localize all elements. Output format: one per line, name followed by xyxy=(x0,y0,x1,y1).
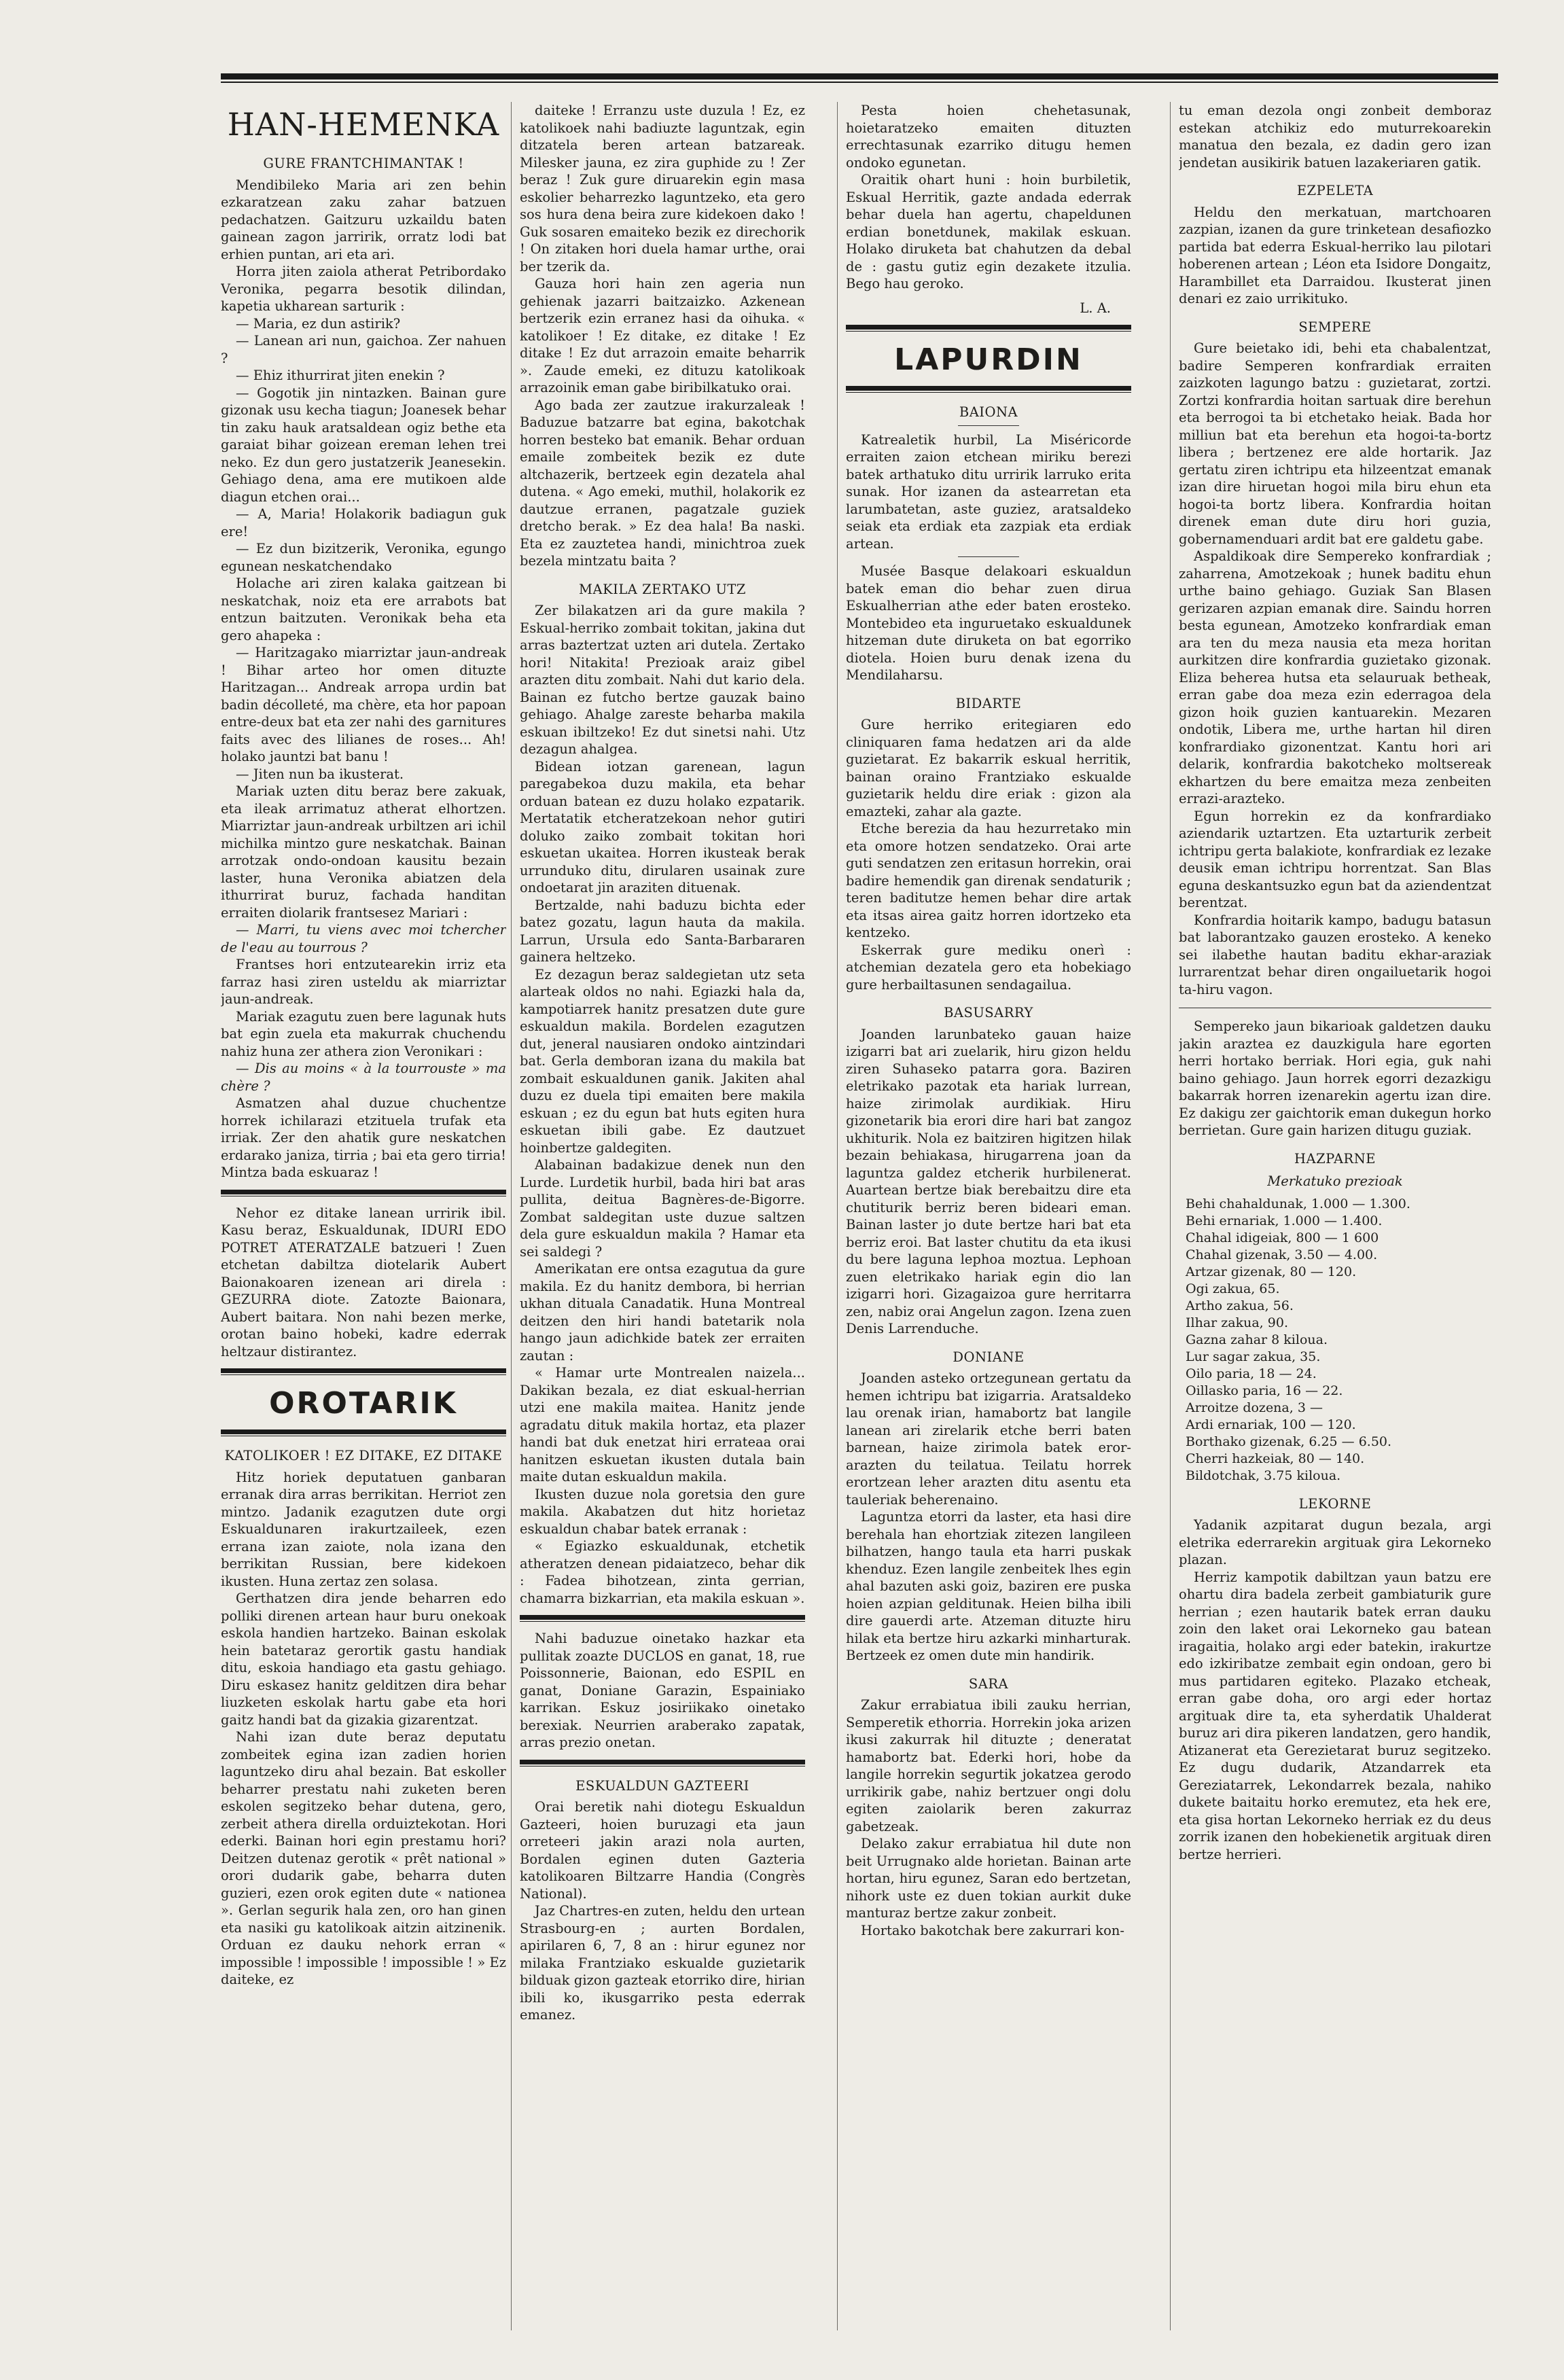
paragraph: Joanden asteko ortzegunean gertatu da hemen ichtripu bat izigarria. Aratsaldeko lau orenak irian, hamabortz bat langile lanean ari zirelarik etche berri baten barnean, haize zirimola batek eror-arazten du teilatua. Teilatu horrek erortzean leher arazten ditu asentu eta tauleriak beherenaino. xyxy=(846,1370,1131,1508)
price-item: Oillasko paria, 16 — 22. xyxy=(1186,1383,1343,1398)
paragraph: Gure beietako idi, behi eta chabalentzat, badire Semperen konfrardiak erraiten zaizkoten lagungo batzu : guzietarat, zortzi. Zortzi konfrardia hoitan sartuak dire berehun eta berrogoi ta bi etchetako heiak. Bada hor milliun bat eta berehun eta hogoi-ta-bortz libera ; bertzenez ere alde hortarik. Jaz gertatu ziren ichtripu eta hilzeentzat emanak izan dire hiruetan hogoi mila biru ehun eta hogoi-ta bortz libera. Konfrardia hoitan direnek eman dute diru hori guzia, gobernamenduari ardit bat ere galdetu gabe. xyxy=(1179,340,1491,547)
price-item: Lur sagar zakua, 35. xyxy=(1186,1349,1321,1364)
section-title-lapurdin: LAPURDIN xyxy=(894,342,1083,377)
section-rule xyxy=(520,1615,805,1622)
paragraph: Hitz horiek deputatuen ganbaran erranak dira arras berrikitan. Herriot zen mintzo. Jadanik ezagutzen dute orgi Eskualdunaren irakurtzaileek, ezen errana izan zaiote, nola izana den berrikitan Russian, bere kidekoen ikusten. Huna zertaz zen solasa. xyxy=(221,1469,506,1589)
price-list-heading: Merkatuko prezioak xyxy=(1267,1173,1403,1189)
paragraph: Mariak ezagutu zuen bere lagunak huts bat egin zuela eta makurrak chuchendu nahiz huna zer athera zion Veronikari : xyxy=(221,1008,506,1059)
paragraph: — Maria, ez dun astirik? xyxy=(236,315,401,332)
paragraph: daiteke ! Erranzu uste duzula ! Ez, ez katolikoek nahi badiuzte laguntzak, egin ditzatela beren artean batzareak. Milesker jauna, ez zira guphide zu ! Zer beraz ! Zuk gure diruarekin egin masa eskolier beharrezko laguntzeko, eta gero sos hura dena beira zure kidekoen dako ! Guk sosaren emaiteko bezik ez direchorik ! On zitaken hori duela hamar urthe, orai ber tzerik da. xyxy=(520,103,805,274)
paragraph: — Ehiz ithurrirat jiten enekin ? xyxy=(236,368,445,383)
paragraph: Gauza hori hain zen ageria nun gehienak jazarri baitzaizko. Azkenean bertzerik ezin erranez hasi da oihuka. « katolikoer ! Ez ditake, ez ditake ! Ez ditake ! Ez dut arrazoin emaite beharrik ». Zaude emeki, ez dituzu katolikoak arrazoinik eman gabe biribilkatuko orai. xyxy=(520,276,805,395)
paragraph: Musée Basque delakoari eskualdun batek eman dio behar zuen dirua Eskualherrian athe eder baten erosteko. Montebideo eta inguruetako eskualdunek hitzeman dute diruketa on bat egorriko diotela. Hoien buru denak izena du Mendilaharsu. xyxy=(846,563,1131,683)
section-rule xyxy=(520,1760,805,1766)
paragraph: Ez dezagun beraz saldegietan utz seta alarteak oldos no nahi. Egiazki hala da, kampotiarrek hanitz presatzen dute gure eskualdun makila. Bordelen ezagutzen dut, jeneral nausiaren ondoko aintzindari bat. Gerla demboran izana du makila bat zombait eskualdunen ganik. Jakiten ahal duzu ez duela tipi emaiten bere makila eskuan ; ez du egun bat huts egiten hura eskuetan ibili gabe. Ez dautzuet hoinbertze galdegiten. xyxy=(520,966,805,1156)
paragraph: Frantses hori entzutearekin irriz eta farraz hasi ziren usteldu ak miarriztar jaun-andreak. xyxy=(221,957,506,1007)
paragraph: Alabainan badakizue denek nun den Lurde. Lurdetik hurbil, bada hiri bat aras pullita, deitua Bagnères-de-Bigorre. Zombat saldegitan uste duzue saltzen dela gure eskualdun makila ? Hamar eta sei saldegi ? xyxy=(520,1157,805,1260)
article-heading: SARA xyxy=(968,1675,1009,1692)
section-title-orotarik: OROTARIK xyxy=(269,1386,458,1421)
paragraph: Jaz Chartres-en zuten, heldu den urtean Strasbourg-en ; aurten Bordalen, apirilaren 6, 7, 8 an : hirur egunez nor milaka Frantziako eskualde guzietarik bilduak gizon gazteak etorriko dire, hirian ibili ko, ikusgarriko pesta ederrak emanez. xyxy=(520,1903,805,2023)
paragraph: Pesta hoien chehetasunak, hoietaratzeko emaiten dituzten errechtasunak ezarriko ditugu hemen ondoko egunetan. xyxy=(846,103,1131,171)
section-rule xyxy=(846,325,1131,332)
paragraph: — Lanean ari nun, gaichoa. Zer nahuen ? xyxy=(221,333,506,366)
price-list xyxy=(1179,1196,1491,1485)
paragraph: Bidean iotzan garenean, lagun paregabekoa duzu makila, eta behar orduan batean ez duzu holako ezpatarik. Mertatatik etcheratzekoan nehor gutiri doluko zaiko zombait tokitan hori eskuetan ukaitea. Horren ikusteak berak urrunduko ditu, dirularen usainak zure ondoetarat jin araziten dituenak. xyxy=(520,758,805,895)
column-2 xyxy=(520,102,805,2344)
article-heading: BIDARTE xyxy=(955,695,1022,711)
paragraph: — Dis au moins « à la tourrouste » ma chère ? xyxy=(221,1061,506,1094)
column-separator xyxy=(511,102,512,2330)
paragraph: Zer bilakatzen ari da gure makila ? Eskual-herriko zombait tokitan, jakina dut arras baztertzat uzten ari dutela. Zertako hori! Nitakita! Prezioak araiz gibel arazten ditu zombait. Nahi dut kario dela. Bainan ez futcho bertze gauzak baino gehiago. Ahalge zareste beharba makila eskuan ibiltzeko! Ez dut sinetsi nahi. Utz dezagun ahalgea. xyxy=(520,603,805,757)
price-item: Artho zakua, 56. xyxy=(1186,1298,1294,1313)
paragraph: Sempereko jaun bikarioak galdetzen dauku jakin araztea ez dauzkigula hare egorten herri hortako berriak. Hori egia, guk nahi baino gehiago. Jaun horrek egorri dezazkigu bakarrak horren izenarekin agertu izan dire. Ez dakigu zer gaichtorik eman dukegun horko berrietan. Gure gain harizen ditugu guziak. xyxy=(1179,1018,1491,1138)
paragraph: Oraitik ohart huni : hoin burbiletik, Eskual Herritik, gazte andada ederrak behar duela han agertu, chapeldunen erdian bonetdunek, makilak eskuan. Holako diruketa bat chahutzen da debal de : gastu gutiz egin dezakete itzulia. Bego hau geroko. xyxy=(846,172,1131,291)
paragraph: Asmatzen ahal duzue chuchentze horrek ichilarazi etzituela trufak eta irriak. Zer den ahatik gure neskatchen erdarako janiza, tirria ; bai eta gero tirria! Mintza bada eskuaraz ! xyxy=(221,1095,506,1180)
article-heading: DONIANE xyxy=(953,1349,1025,1365)
paragraph: Katrealetik hurbil, La Miséricorde erraiten zaion etchean miriku berezi batek arthatuko ditu urririk larruko erita sunak. Hor izanen da astearretan eta larumbatetan, aste guziez, aratsaldeko seiak eta erdiak eta zazpiak eta erdiak artean. xyxy=(846,431,1131,552)
paragraph: Herriz kampotik dabiltzan yaun batzu ere ohartu dira badela zerbeit gambiaturik gure herrian ; ezen hautarik batek erran dauku zoin den laket orai Lekorneko gau batean iragaitia, holako argi eder batekin, irakurtze edo izkiribatze zembait egin ondoan, gero bi mus partidaren egiteko. Plazako etcheak, erran gabe doha, oro argi eder hortaz argituak dire ta, eta syherdatik Uhalderat buruz ari dira pikeren landatzen, gero handik, Atizanerat eta Gerezietarat buruz segitzeko. Ez dugu dudarik, Atzandarrek eta Gereziatarrek, Lekondarrek bezala, nahiko dukete baitaitu horko eremutez, eta hek ere, eta gisa hortan Lekorneko herriak ez du deus zorrik izanen den hobekienetik argituak diren bertze herrieri. xyxy=(1179,1569,1491,1862)
paragraph: Egun horrekin ez da konfrardiako aziendarik uztartzen. Eta uztarturik zerbeit ichtripu gerta balakiote, konfrardiak ez lezake deusik eman ichtripu horrentzat. San Blas eguna deskantsuzko egun bat da aziendentzat berentzat. xyxy=(1179,808,1491,910)
article-heading: MAKILA ZERTAKO UTZ xyxy=(579,581,746,597)
paragraph: — Marri, tu viens avec moi tchercher de l'eau au tourrous ? xyxy=(221,922,506,955)
price-item: Bildotchak, 3.75 kiloua. xyxy=(1186,1468,1341,1483)
paragraph: Horra jiten zaiola atherat Petribordako Veronika, pegarra besotik dilindan, kapetia ukharean sarturik : xyxy=(221,264,506,314)
paragraph: Nahi izan dute beraz deputatu zombeitek egina izan zadien horien laguntzeko diru ahal bezain. Bat eskoller beharrer prestatu nahi zuketen beren eskolen segitzeko behar dutena, gero, zerbeit athera dirella orduiztekotan. Hori ederki. Bainan hori egin prestamu hori? Deitzen dutenaz gerotik « prêt national » orori dudarik gabe, beharra duten guzieri, ezen orok egiten dute « nationea ». Gerlan segurik hala zen, oro han ginen eta nasiki gu katolikoak aitzin aitzinenik. Orduan ez dauku nehork erran « impossible ! impossible ! impossible ! » Ez daiteke, ez xyxy=(221,1729,506,1987)
section-rule xyxy=(221,1368,506,1375)
paragraph: « Egiazko eskualdunak, etchetik atheratzen denean pidaiatzeco, behar dik : Fadea bihotzean, zinta gerrian, chamarra bizkarrian, eta makila eskuan ». xyxy=(520,1538,805,1606)
paragraph: Orai beretik nahi diotegu Eskualdun Gazteeri, hoien buruzagi eta jaun orreteeri jakin arazi nola aurten, Bordalen eginen duten Gazteria katolikoaren Biltzarre Handia (Congrès National). xyxy=(520,1799,805,1902)
paragraph: Gure herriko eritegiaren edo cliniquaren fama hedatzen ari da alde guzietarat. Ez bakarrik eskual herritik, bainan oraino Frantziako eskualde guzietarik heldu dire eriak : gizon ala emazteki, zahar ala gazte. xyxy=(846,717,1131,819)
price-item: Ardi ernariak, 100 — 120. xyxy=(1186,1417,1356,1432)
paragraph: Amerikatan ere ontsa ezagutua da gure makila. Ez du hanitz dembora, bi herrian ukhan dituala Canadatik. Huna Montreal deitzen den hiri handi batetarik nola hango jaun adichkide batek zer erraiten zautan : xyxy=(520,1261,805,1364)
paragraph: Hortako bakotchak bere zakurrari kon- xyxy=(861,1922,1124,1938)
column-separator xyxy=(837,102,838,2330)
paragraph: Delako zakur errabiatua hil dute non beit Urrugnako alde horietan. Bainan arte hortan, hiru egunez, Saran edo bertzetan, nihork uste ez duen tokian aurkit duke manturaz bertze zakur zonbeit. xyxy=(846,1836,1131,1921)
paragraph: — Ez dun bizitzerik, Veronika, egungo egunean neskatchendako xyxy=(221,541,506,574)
paragraph: « Hamar urte Montrealen naizela... Dakikan bezala, ez diat eskual-herrian utzi ene makila maitea. Hanitz jende agradatu dituk makila hortaz, eta plazer handi bat duk enetzat hiri errateaa orai hanitzen eskuetan ikusten dutala bain maite dutan eskualdun makila. xyxy=(520,1365,805,1485)
price-item: Ogi zakua, 65. xyxy=(1186,1281,1280,1296)
article-heading: GURE FRANTCHIMANTAK ! xyxy=(263,156,464,171)
paragraph: tu eman dezola ongi zonbeit demboraz estekan atchikiz edo muturrekoarekin manatua den bezala, ez dadin gero izan jendetan ausikirik batuen lazakeriaren gatik. xyxy=(1179,103,1491,171)
article-heading: BAIONA xyxy=(959,404,1018,420)
price-item: Behi chahaldunak, 1.000 — 1.300. xyxy=(1186,1196,1410,1211)
paragraph: Etche berezia da hau hezurretako min eta omore hotzen sendatzeko. Orai arte guti sendatzen zen eritasun horrekin, orai badire hemendik gan direnak sendaturik ; teren baditutze hemen behar dire artak eta itsas airea gaitz horren idortzeko eta kentzeko. xyxy=(846,821,1131,940)
paragraph: Heldu den merkatuan, martchoaren zazpian, izanen da gure trinketean desafiozko partida bat ederra Eskual-herriko lau pilotari hoberenen artean ; Léon eta Isidore Dongaitz, Harambillet eta Darraidou. Ikusterat jinen denari ez zaio urrikituko. xyxy=(1179,204,1491,306)
column-1 xyxy=(221,102,506,2344)
article-heading: KATOLIKOER ! EZ DITAKE, EZ DITAKE xyxy=(224,1448,503,1463)
paragraph: Mendibileko Maria ari zen behin ezkaratzean zaku zahar batzuen pedachatzen. Gaitzuru uzkaildu baten gainean zagon jarririk, orratz lodi bat erhien puntan, ari eta ari. xyxy=(221,177,506,262)
article-heading: SEMPERE xyxy=(1298,319,1372,335)
paragraph: Konfrardia hoitarik kampo, badugu batasun bat laborantzako gauzen erosteko. A keneko sei ilabethe hautan baditu ekhar-araziak lurrarentzat behar diren ongailuetarik hogoi ta-hiru vagon. xyxy=(1179,912,1491,997)
price-item: Oilo paria, 18 — 24. xyxy=(1186,1366,1317,1381)
paragraph: Ikusten duzue nola goretsia den gure makila. Akabatzen dut hitz horietaz eskualdun chabar batek erranak : xyxy=(520,1486,805,1537)
paragraph: Bertzalde, nahi baduzu bichta eder batez gozatu, lagun hauta da makila. Larrun, Ursula edo Santa-Barbararen gainera heltzeko. xyxy=(520,897,805,965)
price-item: Ilhar zakua, 90. xyxy=(1186,1315,1288,1330)
short-rule xyxy=(958,556,1019,557)
section-rule xyxy=(846,386,1131,393)
column-4 xyxy=(1179,102,1491,2344)
paragraph: Aspaldikoak dire Sempereko konfrardiak ; zaharrena, Amotzekoak ; hunek baditu ehun urthe baino gehiago. Guziak San Blasen gerizaren azpian emanak dire. Saindu horren besta egunean, Amotzeko konfrardiak eman ara ten du meza nausia eta meza horitan aurkitzen dire konfrardia guzietako gizonak. Eliza beherea hutsa eta selauruak betheak, erran gabe doa meza ezin ederragoa dela gizon hoik guzien kantuarekin. Mezaren ondotik, Libera me, urthe hartan hil diren konfrardiako gizonentzat. Kantu hori ari delarik, konfrardia bakotcheko moltsereak ekhartzen du bere emaitza meza zenbeiten errazi-arazteko. xyxy=(1179,548,1491,806)
section-rule xyxy=(221,1190,506,1196)
price-item: Chahal gizenak, 3.50 — 4.00. xyxy=(1186,1247,1378,1262)
paragraph: Eskerrak gure mediku onerì : atchemian dezatela gero eta hobekiago gure herbailtasunen sendagailua. xyxy=(846,942,1131,993)
paragraph: Ago bada zer zautzue irakurzaleak ! Baduzue batzarre bat egina, bakotchak horren besteko bat emanik. Behar orduan emaile zombeitek bezik ez dute altchazerik, bertzeek egin dezatela ahal dutena. « Ago emeki, muthil, holakorik ez dautzue erranen, pagatzale guziek dretcho berak. » Ez dea hala! Ba naski. Eta ez zauztetea handi, minichtroa zuek bezela mintzatu baita ? xyxy=(520,397,805,569)
section-rule xyxy=(221,1429,506,1436)
advertisement: Nehor ez ditake lanean urririk ibil. Kasu beraz, Eskualdunak, IDURI EDO POTRET ATERATZALE batzueri ! Zuen etchetan dabiltza diotelarik Aubert Baionakoaren izenean ari direla : GEZURRA diote. Zatozte Baionara, Aubert baitara. Non nahi bezen merke, orotan baino hobeki, kadre ederrak heltzaur distirantez. xyxy=(221,1205,506,1360)
article-heading: LEKORNE xyxy=(1298,1495,1372,1512)
price-item: Artzar gizenak, 80 — 120. xyxy=(1186,1264,1357,1279)
paragraph: Zakur errabiatua ibili zauku herrian, Semperetik ethorria. Horrekin joka arizen ikusi zakurrak hil dituzte ; deneratat hamabortz bat. Ederki hori, hobe da langile horrekin segurtik jokatzea gerodo urrikirik gabe, nahiz bertzuer ongi dolu egiten zaiolarik beren zakurraz gabetzeak. xyxy=(846,1697,1131,1834)
paragraph: — A, Maria! Holakorik badiagun guk ere! xyxy=(221,506,506,539)
article-heading: ESKUALDUN GAZTEERI xyxy=(575,1777,749,1794)
paragraph: Mariak uzten ditu beraz bere zakuak, eta ileak arrimatuz atherat elhortzen. Miarriztar jaun-andreak urbiltzen ari ichil michilka mintzo gure neskatchak. Bainan arrotzak ondo-ondoan kausitu bezain laster, huna Veronika abiatzen dela ithurrirat buruz, fachada handitan erraiten diolarik frantsesez Mariari : xyxy=(221,783,506,921)
column-separator xyxy=(1170,102,1171,2330)
price-item: Borthako gizenak, 6.25 — 6.50. xyxy=(1186,1434,1392,1449)
article-heading: BASUSARRY xyxy=(944,1005,1033,1020)
price-item: Chahal idigeiak, 800 — 1 600 xyxy=(1186,1230,1379,1245)
article-heading: EZPELETA xyxy=(1296,183,1374,198)
price-item: Cherri hazkeiak, 80 — 140. xyxy=(1186,1451,1365,1466)
price-item: Arroitze dozena, 3 — xyxy=(1186,1400,1323,1415)
price-item: Gazna zahar 8 kiloua. xyxy=(1186,1332,1328,1347)
paragraph: — Haritzagako miarriztar jaun-andreak ! Bihar arteo hor omen dituzte Haritzagan... Andreak arropa urdin bat badin décolleté, ma chère, eta hor papoan entre-deux bat eta zer nahi des garnitures faits avec des lilianes de roses... Ah! holako jauntzi bat banu ! xyxy=(221,645,506,764)
paragraph: Yadanik azpitarat dugun bezala, argi eletrika ederrarekin argituak gira Lekorneko plazan. xyxy=(1179,1517,1491,1567)
advertisement: Nahi baduzue oinetako hazkar eta pullitak zoazte DUCLOS en ganat, 18, rue Poissonnerie, Baionan, edo ESPIL en ganat, Doniane Garazin, Espainiako karrikan. Eskuz josiriikako oinetako berexiak. Neurrien araberako zapatak, arras prezio onetan. xyxy=(520,1631,805,1750)
paragraph: — Jiten nun ba ikusterat. xyxy=(236,766,404,782)
paragraph: Laguntza etorri da laster, eta hasi dire berehala han ehortziak zitezen langileen bilhatzen, hango taula eta harri puskak khenduz. Ezen langile zenbeitek lhes egin ahal bazuten aski goiz, baziren ere puska hoien azpian gelditunak. Heien bilha ibili dire gauerdi arte. Atzeman dituzte hiru hilak eta bertze hiru azkarki minharturak. Bertzeek ez omen dute min handirik. xyxy=(846,1509,1131,1663)
signature: L. A. xyxy=(1080,300,1111,316)
section-title-han-hemenka: HAN-HEMENKA xyxy=(227,106,500,143)
column-3 xyxy=(846,102,1131,2344)
short-rule xyxy=(958,425,1019,426)
top-rule xyxy=(221,73,1498,83)
paragraph: Gerthatzen dira jende beharren edo polliki direnen artean haur buru onekoak eskola handien hartzeko. Bainan eskolak hein batetaraz gerortik gastu handiak ditu, eskoia handiago eta gastu gehiago. Diru eskasez hanitz gelditzen dira behar liuzketen eskolak hartu gabe eta hori gaitz handi bat da gizakia gizarentzat. xyxy=(221,1591,506,1728)
paragraph: Joanden larunbateko gauan haize izigarri bat ari zuelarik, hiru gizon heldu ziren Suhaseko patarra gora. Baziren eletrikako pazotak eta hariak lurrean, haize zirimolak aurdikiak. Hiru gizonetarik bia erori dire hari bat zangoz ukhiturik. Nola ez baitziren higitzen hilak bezain behiakasa, hirugarrena joan da laguntza galdez etcherik hurbilenerat. Auartean bertze biak berebaitzu dire eta chutiturik berriz beren bideari eman. Bainan laster jo dute bertze hari bat eta berriz eroi. Bat laster chutitu da eta ikusi du bere laguna lephoa moztua. Lephoan zuen eletrikako hariak egin dio lan izigarri hori. Gizagaizoa gure herritarra zen, nabiz orai Angelun zagon. Izena zuen Denis Larrenduche. xyxy=(846,1026,1131,1336)
paragraph: Holache ari ziren kalaka gaitzean bi neskatchak, noiz eta ere arrabots bat entzun baitzuten. Veronikak beha eta gero ahapeka : xyxy=(221,575,506,643)
price-item: Behi ernariak, 1.000 — 1.400. xyxy=(1186,1213,1383,1228)
paragraph: — Gogotik jin nintazken. Bainan gure gizonak usu kecha tiagun; Joanesek behar tin zaku hauk aratsaldean ogiz bethe eta garaiat bihar goizean ereman lehen trei neko. Ez dun gero justatzerik Jeanesekin. Gehiago dena, ama ere mutikoen alde diagun etchen orai... xyxy=(221,385,506,505)
article-heading: HAZPARNE xyxy=(1294,1150,1376,1167)
